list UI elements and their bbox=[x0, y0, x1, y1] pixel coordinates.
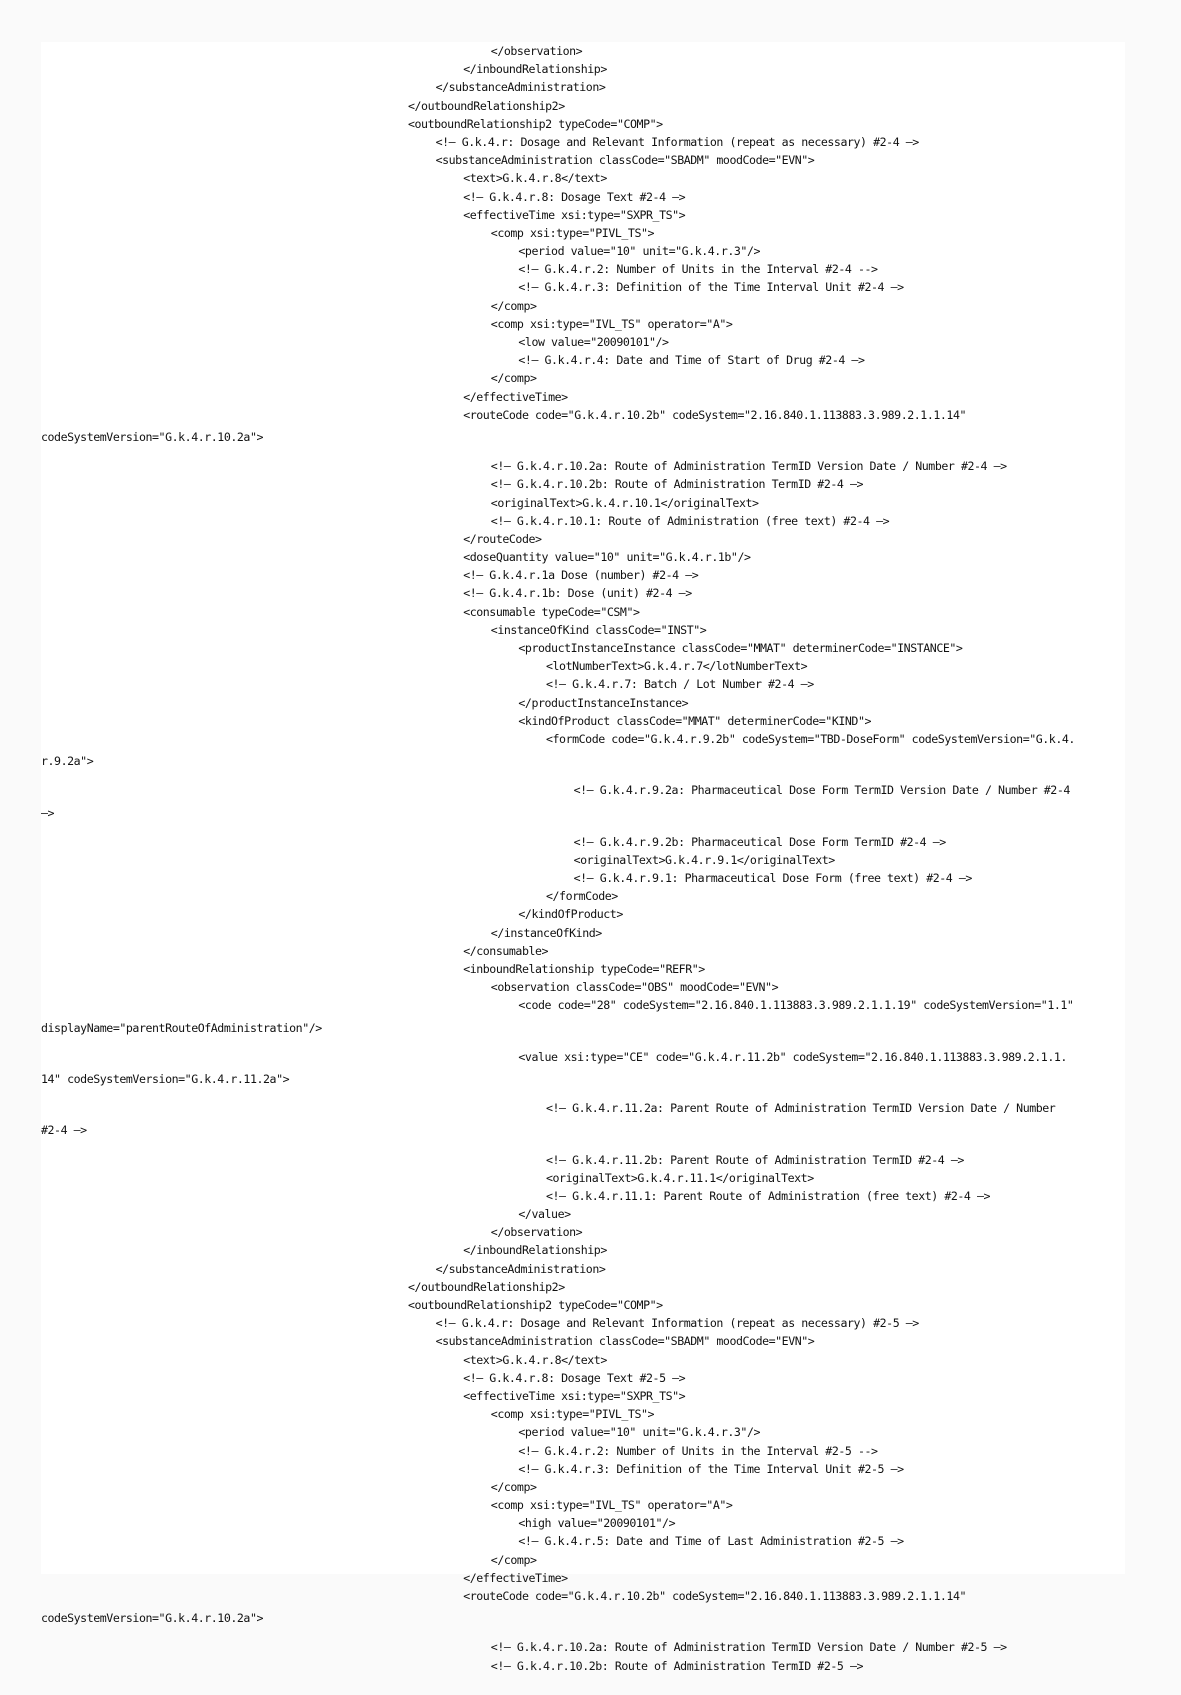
code-line: </productInstanceInstance> bbox=[518, 695, 689, 710]
code-line: <comp xsi:type="PIVL_TS"> bbox=[490, 225, 655, 240]
code-line: <!— G.k.4.r.4: Date and Time of Start of Drug #2-4 —> bbox=[518, 353, 865, 368]
code-line: <routeCode code="G.k.4.r.10.2b" codeSystem="2.16.840.1.113883.3.989.2.1.1.14" bbox=[463, 407, 966, 422]
code-line: <!— G.k.4.r.8: Dosage Text #2-4 —> bbox=[463, 189, 686, 204]
code-line: <low value="20090101"/> bbox=[518, 335, 669, 349]
code-line: <!— G.k.4.r.11.2a: Parent Route of Administration TermID Version Date / Number bbox=[546, 1101, 1056, 1116]
code-line: <comp xsi:type="IVL_TS" operator="A"> bbox=[490, 1498, 733, 1513]
code-line: <!— G.k.4.r.10.1: Route of Administration (free text) #2-4 —> bbox=[490, 513, 890, 528]
code-line-continuation: displayName="parentRouteOfAdministration"/> bbox=[41, 1020, 322, 1035]
code-line: <inboundRelationship typeCode="REFR"> bbox=[463, 962, 705, 976]
code-line: <comp xsi:type="IVL_TS" operator="A"> bbox=[490, 316, 733, 331]
code-line: <!— G.k.4.r.9.2b: Pharmaceutical Dose Form TermID #2-4 —> bbox=[573, 834, 946, 849]
code-line: <!— G.k.4.r.10.2a: Route of Administration TermID Version Date / Number #2-4 —> bbox=[490, 459, 1007, 474]
code-line-continuation: #2-4 —> bbox=[41, 1123, 87, 1138]
code-line: <outboundRelationship2 typeCode="COMP"> bbox=[408, 116, 663, 131]
code-line: </formCode> bbox=[546, 889, 618, 904]
code-line: <formCode code="G.k.4.r.9.2b" codeSystem="TBD-DoseForm" codeSystemVersion="G.k.4. bbox=[546, 731, 1075, 746]
code-line: </comp> bbox=[490, 1552, 537, 1567]
code-line: <kindOfProduct classCode="MMAT" determinerCode="KIND"> bbox=[518, 713, 872, 728]
code-line: <period value="10" unit="G.k.4.r.3"/> bbox=[518, 1425, 761, 1440]
code-line-continuation: —> bbox=[41, 805, 55, 820]
code-line: </instanceOfKind> bbox=[490, 925, 602, 940]
code-line: <originalText>G.k.4.r.10.1</originalText> bbox=[490, 495, 759, 510]
xml-code-listing bbox=[41, 42, 1125, 1675]
code-line: <!— G.k.4.r.10.2b: Route of Administration TermID #2-5 —> bbox=[490, 1658, 864, 1673]
code-line: <!— G.k.4.r.9.1: Pharmaceutical Dose Form (free text) #2-4 —> bbox=[573, 871, 972, 886]
code-line: </value> bbox=[518, 1207, 571, 1222]
document-page bbox=[41, 42, 1125, 1673]
code-line: <!— G.k.4.r: Dosage and Relevant Information (repeat as necessary) #2-4 —> bbox=[435, 134, 919, 149]
code-line: <consumable typeCode="CSM"> bbox=[463, 604, 640, 619]
code-line: <!— G.k.4.r.9.2a: Pharmaceutical Dose Form TermID Version Date / Number #2-4 bbox=[573, 783, 1070, 798]
code-line: <substanceAdministration classCode="SBADM" moodCode="EVN"> bbox=[435, 153, 815, 168]
code-line: </consumable> bbox=[463, 943, 549, 958]
code-line: <outboundRelationship2 typeCode="COMP"> bbox=[408, 1298, 663, 1312]
code-line: </routeCode> bbox=[463, 531, 542, 546]
code-line-continuation: r.9.2a"> bbox=[41, 754, 94, 769]
code-line: <productInstanceInstance classCode="MMAT" determinerCode="INSTANCE"> bbox=[518, 641, 963, 655]
code-line: </inboundRelationship> bbox=[463, 1243, 607, 1258]
code-line: </comp> bbox=[490, 371, 537, 386]
code-line: </outboundRelationship2> bbox=[408, 1279, 565, 1294]
code-line-continuation: codeSystemVersion="G.k.4.r.10.2a"> bbox=[41, 1611, 264, 1626]
code-line: <!— G.k.4.r.5: Date and Time of Last Administration #2-5 —> bbox=[518, 1534, 904, 1549]
code-line: <effectiveTime xsi:type="SXPR_TS"> bbox=[463, 1388, 686, 1403]
code-line: <originalText>G.k.4.r.11.1</originalText> bbox=[546, 1170, 814, 1185]
code-line: </substanceAdministration> bbox=[435, 1261, 606, 1276]
code-line: <!— G.k.4.r.1a Dose (number) #2-4 —> bbox=[463, 568, 699, 583]
code-line: </inboundRelationship> bbox=[463, 62, 607, 77]
code-line: </observation> bbox=[490, 1225, 583, 1240]
code-line: <!— G.k.4.r.11.2b: Parent Route of Administration TermID #2-4 —> bbox=[546, 1152, 964, 1167]
code-line: <substanceAdministration classCode="SBADM" moodCode="EVN"> bbox=[435, 1334, 815, 1349]
code-line: </comp> bbox=[490, 298, 537, 313]
code-line: <!— G.k.4.r.3: Definition of the Time Interval Unit #2-4 —> bbox=[518, 280, 904, 295]
code-line: <routeCode code="G.k.4.r.10.2b" codeSystem="2.16.840.1.113883.3.989.2.1.1.14" bbox=[463, 1589, 966, 1603]
code-line: <comp xsi:type="PIVL_TS"> bbox=[490, 1407, 655, 1422]
code-line: <lotNumberText>G.k.4.r.7</lotNumberText> bbox=[546, 659, 808, 674]
code-line: <value xsi:type="CE" code="G.k.4.r.11.2b" codeSystem="2.16.840.1.113883.3.989.2.1.1. bbox=[518, 1049, 1067, 1064]
code-line: </comp> bbox=[490, 1479, 537, 1494]
code-line: <instanceOfKind classCode="INST"> bbox=[490, 622, 707, 637]
code-line: <!— G.k.4.r.10.2b: Route of Administration TermID #2-4 —> bbox=[490, 477, 864, 492]
code-line: <!— G.k.4.r.2: Number of Units in the Interval #2-5 --> bbox=[518, 1443, 878, 1458]
code-line: <originalText>G.k.4.r.9.1</originalText> bbox=[573, 852, 835, 867]
code-line: <!— G.k.4.r.8: Dosage Text #2-5 —> bbox=[463, 1370, 686, 1385]
code-line: <text>G.k.4.r.8</text> bbox=[463, 1352, 607, 1367]
code-line: <high value="20090101"/> bbox=[518, 1516, 676, 1531]
code-line: <!— G.k.4.r.7: Batch / Lot Number #2-4 —> bbox=[546, 677, 814, 692]
code-line: <text>G.k.4.r.8</text> bbox=[463, 171, 607, 186]
code-line: </observation> bbox=[490, 44, 583, 58]
code-line: <code code="28" codeSystem="2.16.840.1.113883.3.989.2.1.1.19" codeSystemVersion="1.1" bbox=[518, 998, 1074, 1013]
code-line: </outboundRelationship2> bbox=[408, 98, 565, 113]
code-line: <doseQuantity value="10" unit="G.k.4.r.1b"/> bbox=[463, 550, 751, 565]
code-line: <!— G.k.4.r.2: Number of Units in the Interval #2-4 --> bbox=[518, 262, 878, 277]
code-line-continuation: codeSystemVersion="G.k.4.r.10.2a"> bbox=[41, 429, 264, 444]
code-line: </kindOfProduct> bbox=[518, 907, 623, 922]
code-line-continuation: 14" codeSystemVersion="G.k.4.r.11.2a"> bbox=[41, 1071, 290, 1086]
code-line: <!— G.k.4.r.1b: Dose (unit) #2-4 —> bbox=[463, 586, 692, 601]
code-line: <period value="10" unit="G.k.4.r.3"/> bbox=[518, 244, 761, 259]
code-line: <!— G.k.4.r.10.2a: Route of Administration TermID Version Date / Number #2-5 —> bbox=[490, 1640, 1007, 1655]
code-line: </effectiveTime> bbox=[463, 389, 568, 404]
code-line: </substanceAdministration> bbox=[435, 80, 606, 95]
code-line: <effectiveTime xsi:type="SXPR_TS"> bbox=[463, 207, 686, 222]
code-line: <!— G.k.4.r.3: Definition of the Time Interval Unit #2-5 —> bbox=[518, 1461, 904, 1476]
code-line: <observation classCode="OBS" moodCode="EVN"> bbox=[490, 980, 779, 995]
code-line: <!— G.k.4.r: Dosage and Relevant Information (repeat as necessary) #2-5 —> bbox=[435, 1316, 919, 1331]
code-line: </effectiveTime> bbox=[463, 1570, 568, 1585]
code-line: <!— G.k.4.r.11.1: Parent Route of Administration (free text) #2-4 —> bbox=[546, 1188, 991, 1203]
